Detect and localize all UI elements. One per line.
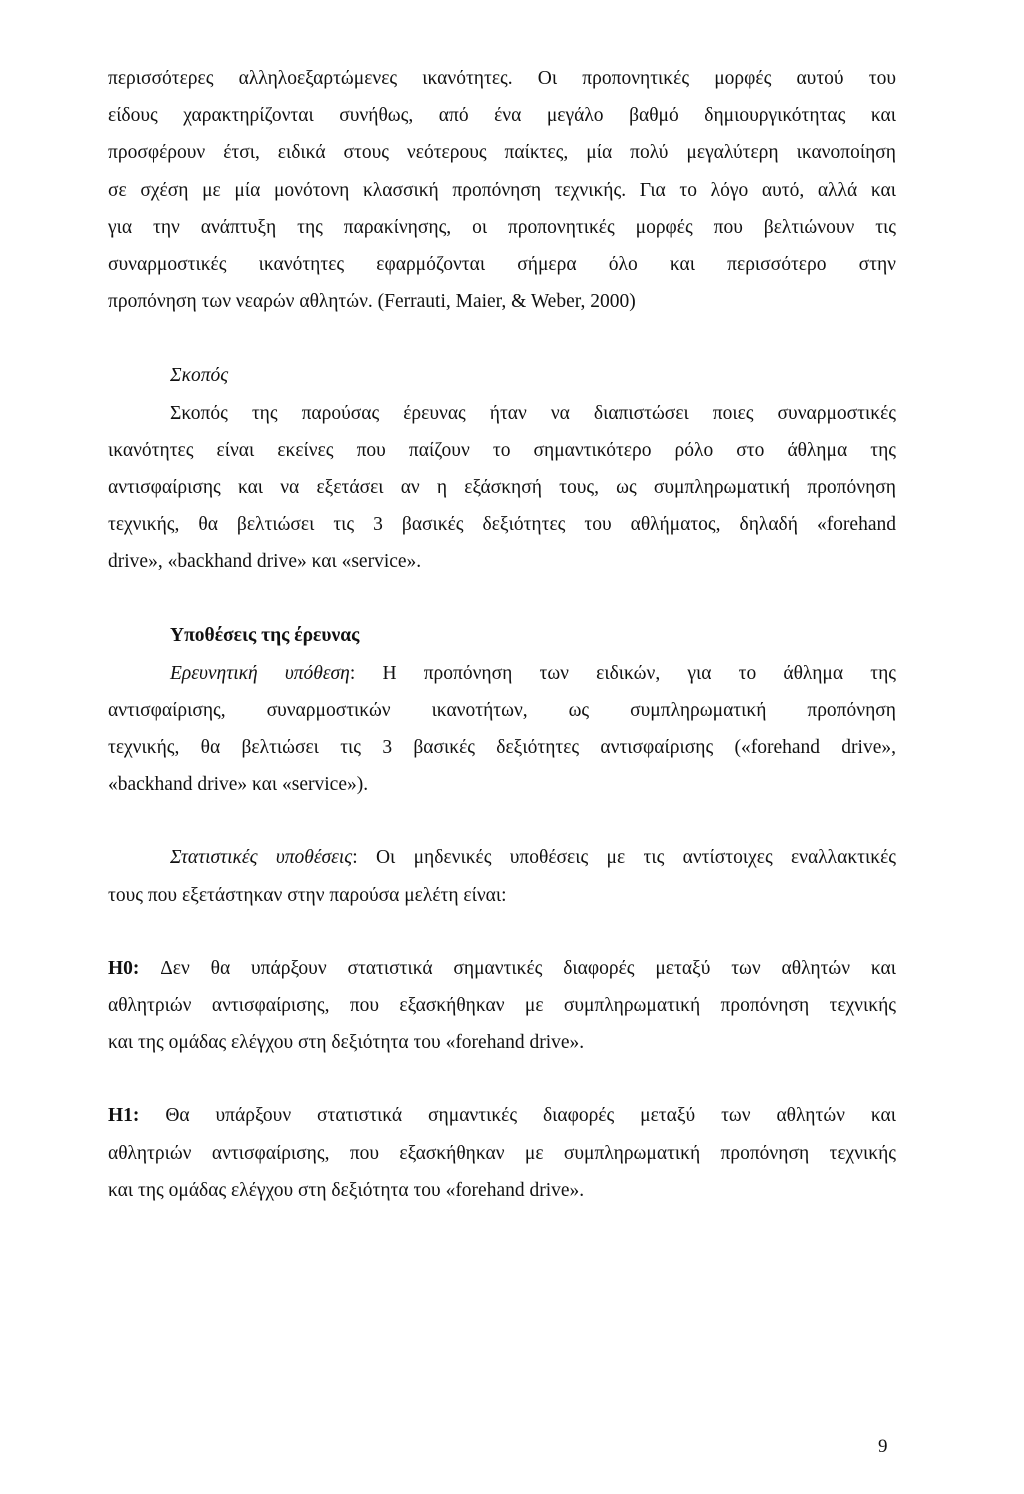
text-line: σε σχέση με μία μονότονη κλασσική προπόνηση τεχνικής. Για το λόγο αυτό, αλλά και: [108, 179, 896, 201]
text-line: αθλητριών αντισφαίρισης, που εξασκήθηκαν με συμπληρωματική προπόνηση τεχνικής: [108, 1142, 896, 1164]
h0-text: Δεν θα υπάρξουν στατιστικά σημαντικές διαφορές μεταξύ των αθλητών και: [139, 957, 896, 979]
text-line: προσφέρουν έτσι, ειδικά στους νεότερους παίκτες, μία πολύ μεγαλύτερη ικανοποίηση: [108, 142, 896, 164]
page-number: 9: [878, 1436, 888, 1457]
aim-heading: Σκοπός: [170, 365, 229, 387]
text-line: προπόνηση των νεαρών αθλητών. (Ferrauti, Maier, & Weber, 2000): [108, 291, 636, 313]
text-line: τεχνικής, θα βελτιώσει τις 3 βασικές δεξιότητες αντισφαίρισης («forehand drive»,: [108, 737, 896, 758]
text-line: ικανότητες είναι εκείνες που παίζουν το σημαντικότερο ρόλο στο άθλημα της: [108, 439, 896, 461]
text-line: «backhand drive» και «service»).: [108, 774, 369, 796]
hypotheses-heading: Υποθέσεις της έρευνας: [170, 625, 360, 647]
text-line: είδους χαρακτηρίζονται συνήθως, από ένα μεγάλο βαθμό δημιουργικότητας και: [108, 105, 896, 127]
h0-first-line: [108, 950, 896, 987]
statistical-hypotheses-label: Στατιστικές υποθέσεις: [170, 847, 353, 869]
h0-label: H0:: [108, 957, 140, 979]
statistical-hypotheses-text: : Οι μηδενικές υποθέσεις με τις αντίστοιχες εναλλακτικές: [352, 847, 896, 869]
text-line: τεχνικής, θα βελτιώσει τις 3 βασικές δεξιότητες του αθλήματος, δηλαδή «forehand: [108, 514, 896, 536]
text-line: αθλητριών αντισφαίρισης, που εξασκήθηκαν με συμπληρωματική προπόνηση τεχνικής: [108, 994, 896, 1016]
h1-text: Θα υπάρξουν στατιστικά σημαντικές διαφορές μεταξύ των αθλητών και: [139, 1105, 896, 1127]
statistical-hypotheses-first-line: [108, 839, 896, 876]
text-line: και της ομάδας ελέγχου στη δεξιότητα του «forehand drive».: [108, 1179, 585, 1201]
text-line: Σκοπός της παρούσας έρευνας ήταν να διαπιστώσει ποιες συναρμοστικές: [170, 402, 896, 424]
h1-label: H1:: [108, 1105, 140, 1127]
text-line: και της ομάδας ελέγχου στη δεξιότητα του «forehand drive».: [108, 1032, 585, 1054]
document-page: [108, 60, 896, 1209]
text-line: συναρμοστικές ικανότητες εφαρμόζονται σήμερα όλο και περισσότερο στην: [108, 253, 896, 275]
text-line: αντισφαίρισης και να εξετάσει αν η εξάσκησή τους, ως συμπληρωματική προπόνηση: [108, 476, 896, 498]
hypotheses-section: [108, 617, 896, 1208]
text-line: περισσότερες αλληλοεξαρτώμενες ικανότητες. Οι προπονητικές μορφές αυτού του: [108, 68, 896, 89]
research-hypothesis-text: : Η προπόνηση των ειδικών, για το άθλημα της: [349, 662, 896, 684]
text-line: drive», «backhand drive» και «service».: [108, 551, 422, 573]
aim-section: [108, 357, 896, 580]
text-line: για την ανάπτυξη της παρακίνησης, οι προπονητικές μορφές που βελτιώνουν τις: [108, 216, 896, 238]
research-hypothesis-label: Ερευνητική υπόθεση: [170, 662, 350, 684]
h1-first-line: [108, 1097, 896, 1134]
intro-paragraph: [108, 60, 896, 320]
text-line: τους που εξετάστηκαν στην παρούσα μελέτη είναι:: [108, 884, 507, 906]
research-hypothesis-first-line: [108, 655, 896, 692]
text-line: αντισφαίρισης, συναρμοστικών ικανοτήτων, ως συμπληρωματική προπόνηση: [108, 699, 896, 721]
